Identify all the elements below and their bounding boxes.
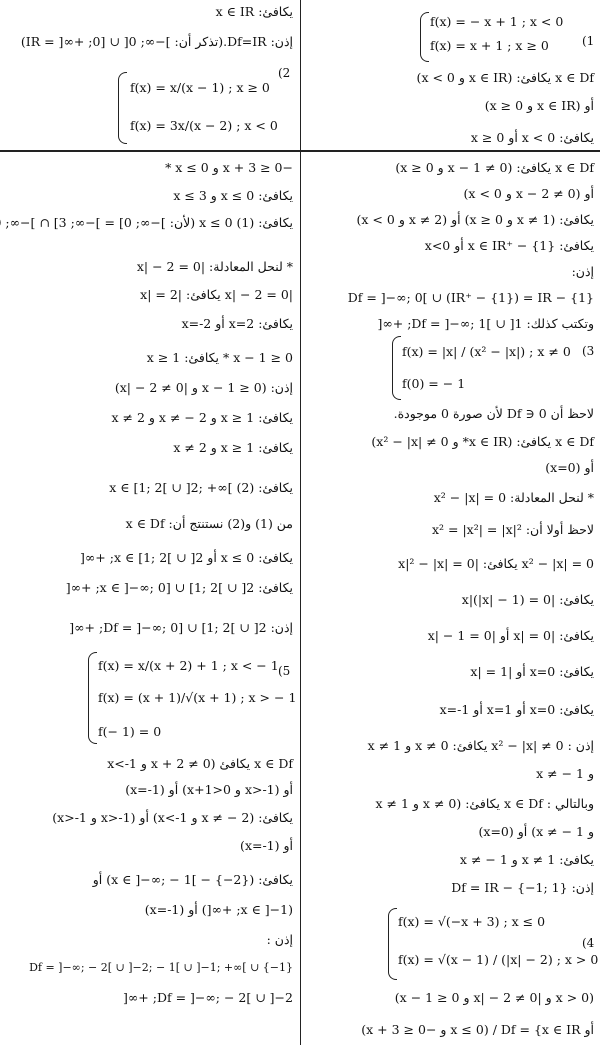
system-brace — [88, 652, 97, 744]
system-line: f(x) = x + 1 ; x ≥ 0 — [430, 38, 549, 53]
text-line: يكافئ: |x| = 0 أو |x| − 1 = 0 — [427, 628, 594, 643]
exercise-number: (3 — [582, 344, 595, 358]
text-line: x ∈ Df يكافئ: (x ∈ IR و x < 0) — [416, 70, 594, 85]
text-line: يكافئ: x ≤ 0 (1) (لأن: ]−∞; 0] = ]−∞; 3] ∩ ]−∞; — [5, 215, 293, 230]
system-brace — [392, 336, 401, 400]
right-column — [302, 0, 600, 1045]
system-line: f(x) = |x| / (x² − |x|) ; x ≠ 0 — [402, 344, 571, 359]
text-line: و x ≠ − 1 — [536, 766, 594, 781]
text-line: أو (x=0) — [545, 460, 594, 475]
text-line: يكافئ: x ≤ 0 و x ≤ 3 — [173, 188, 293, 203]
text-line: يكافئ: x ≥ 1 و x ≠ − 2 و x ≠ 2 — [111, 410, 293, 425]
system-line: f(x) = (x + 1)/√(x + 1) ; x > − 1 — [98, 690, 297, 705]
text-line: Df = ]−∞; − 2[ ∪ ]−2; +∞[ — [123, 990, 293, 1005]
column-divider — [300, 0, 301, 1045]
text-line: أو (x>-1 و x+1>0) أو (x=-1) — [125, 782, 293, 797]
text-line: يكافئ: x=0 أو x=1 أو x=-1 — [439, 702, 594, 717]
exercise-number: (2 — [278, 66, 291, 80]
text-line: وبالتالي : x ∈ Df يكافئ: (x ≠ 0 و x ≠ 1 — [375, 796, 594, 811]
system-line: f(x) = √(x − 1) / (|x| − 2) ; x > 0 — [398, 952, 599, 967]
system-line: f(x) = 3x/(x − 2) ; x < 0 — [130, 118, 278, 133]
text-line: * لنحل المعادلة: x² − |x| = 0 — [433, 490, 594, 505]
exercise-number: (5 — [278, 664, 291, 678]
text-line: يكافئ: (x ∈ ]−∞; − 1[ − {−2}) أو — [92, 872, 293, 887]
text-line: يكافئ: x ∈ IR — [215, 4, 293, 19]
system-brace — [420, 12, 429, 62]
text-line: وتكتب كذلك: Df = ]−∞; 1[ ∪ ]1; +∞[ — [377, 316, 594, 331]
text-line: لاحظ أولا أن: x² = |x²| = |x|² — [431, 522, 594, 537]
text-line: يكافئ: x ∈ [1; 2[ ∪ ]2; +∞[ (2) — [109, 480, 293, 495]
text-line: يكافئ: x < 0 أو x ≥ 0 — [470, 130, 594, 145]
text-line: إذن: Df=IR.(تذكر أن: ]−∞; 0[ ∪ [0; +∞[ = IR) — [20, 34, 293, 49]
exercise-number: (1 — [582, 34, 595, 48]
text-line: x ∈ Df يكافئ: (x − 1 ≠ 0 و x ≥ 0) — [395, 160, 594, 175]
text-line: يكافئ: x ≥ 1 و x ≠ 2 — [173, 440, 293, 455]
text-line: إذن : x² − |x| ≠ 0 يكافئ: x ≠ 0 و x ≠ 1 — [367, 738, 594, 753]
text-line: x ∈ Df يكافئ (x + 2 ≠ 0 و x<-1 — [107, 756, 293, 771]
text-line: يكافئ: (x ≠ 1 و x ≥ 0) أو (x ≠ 2 و x < 0) — [356, 212, 594, 227]
text-line: إذن: Df = ]−∞; 0] ∪ [1; 2[ ∪ ]2; +∞[ — [69, 620, 293, 635]
text-line: من (1) و(2) نستنتج أن: x ∈ Df — [125, 516, 293, 531]
text-line: إذن: — [571, 264, 594, 279]
text-line: أو Df = {x ∈ IR / (x ≤ 0 و −x + 3 ≥ 0) — [361, 1022, 594, 1037]
text-line: (x ∈ ]−1; +∞[) أو (x=-1) — [144, 902, 293, 917]
text-line: أو (x − 2 ≠ 0 و x < 0) — [463, 186, 594, 201]
text-line: يكافئ: x ∈ ]−∞; 0] ∪ [1; 2[ ∪ ]2; +∞[ — [65, 580, 293, 595]
text-line: يكافئ: x ≤ 0 أو x ∈ [1; 2[ ∪ ]2; +∞[ — [80, 550, 293, 565]
system-line: f(x) = x/(x + 2) + 1 ; x < − 1 — [98, 658, 279, 673]
text-line: Df = ]−∞; − 2[ ∪ ]−2; − 1[ ∪ ]−1; +∞[ ∪ {−1} — [29, 961, 293, 974]
system-line: f(x) = − x + 1 ; x < 0 — [430, 14, 564, 29]
system-line: f(x) = x/(x − 1) ; x ≥ 0 — [130, 80, 270, 95]
text-line: أو (x ∈ IR و x ≥ 0) — [484, 98, 594, 113]
text-line: |x| − 2 = 0 يكافئ: |x| = 2 — [140, 287, 293, 302]
text-line: x² − |x| = 0 يكافئ: |x|² − |x| = 0 — [398, 556, 594, 571]
text-line: و x ≠ − 1) أو (x=0) — [478, 824, 594, 839]
text-line: x ∈ Df يكافئ: (x ∈ IR* و x² − |x| ≠ 0) — [371, 434, 594, 449]
left-column — [0, 0, 299, 1045]
text-line: لاحظ أن 0 ∈ Df لأن صورة 0 موجودة. — [393, 406, 594, 421]
text-line: يكافئ: x=0 أو |x| = 1 — [470, 664, 594, 679]
text-line: إذن: Df = IR − {−1; 1} — [451, 880, 594, 895]
text-line: يكافئ: x ∈ IR⁺ − {1} أو x<0 — [424, 238, 594, 253]
text-line: يكافئ: (x ≠ − 2 و x<-1) أو (x>-1 و x>-1) — [52, 810, 293, 825]
text-line: يكافئ: x=2 أو x=-2 — [181, 316, 293, 331]
system-line: f(x) = √(−x + 3) ; x ≤ 0 — [398, 914, 546, 929]
text-line: −x + 3 ≥ 0 و x ≤ 0 * — [165, 160, 293, 175]
text-line: أو (x=-1) — [240, 838, 293, 853]
text-line: إذن : — [266, 932, 293, 947]
text-line: * لنحل المعادلة: |x| − 2 = 0 — [136, 259, 293, 274]
exercise-number: (4 — [582, 936, 595, 950]
text-line: x − 1 ≥ 0 * يكافئ: x ≥ 1 — [146, 350, 293, 365]
system-line: f(− 1) = 0 — [98, 724, 162, 739]
text-line: (x > 0 و |x| − 2 ≠ 0 و x − 1 ≥ 0) — [394, 990, 594, 1005]
text-line: يكافئ: x ≠ 1 و x ≠ − 1 — [459, 852, 594, 867]
system-line: f(0) = − 1 — [402, 376, 466, 391]
text-line: إذن: (x − 1 ≥ 0 و |x| − 2 ≠ 0) — [114, 380, 293, 395]
system-brace — [388, 908, 397, 980]
text-line: يكافئ: |x|(|x| − 1) = 0 — [461, 592, 594, 607]
text-line: Df = ]−∞; 0[ ∪ (IR⁺ − {1}) = IR − {1} — [347, 290, 594, 305]
system-brace — [118, 72, 127, 144]
